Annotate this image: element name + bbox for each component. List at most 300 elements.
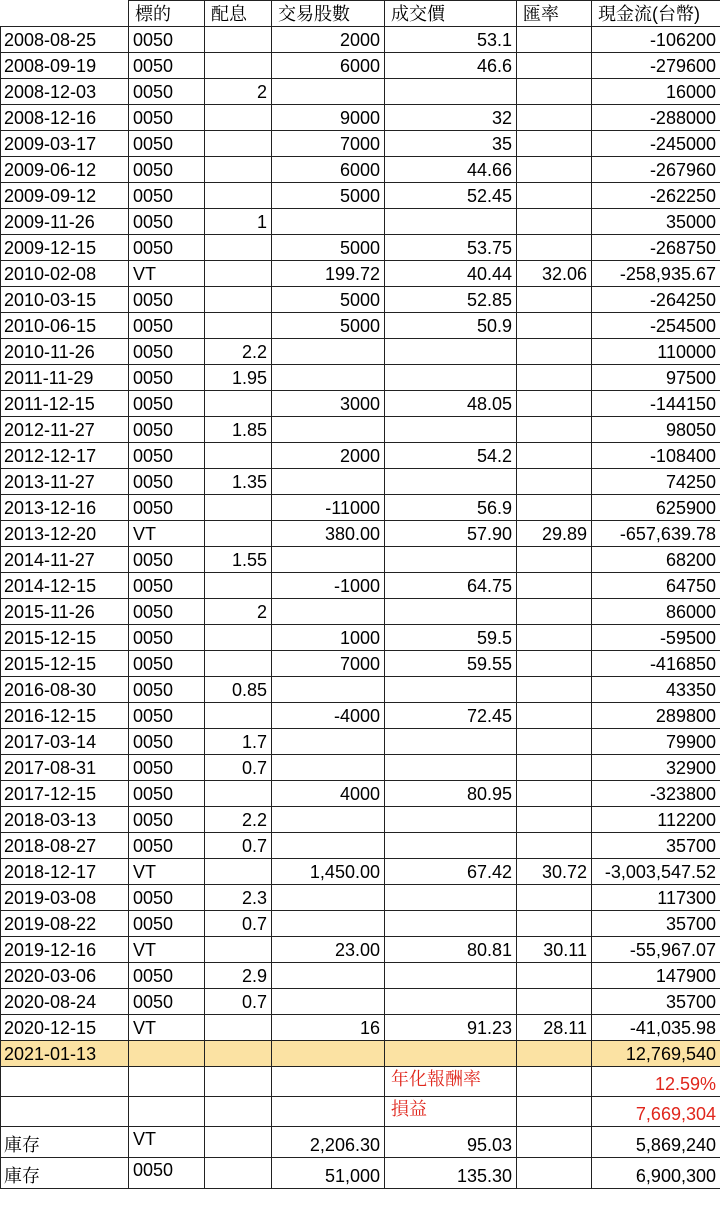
price-cell: 52.45	[385, 183, 517, 209]
price-cell	[385, 885, 517, 911]
shares-cell: 7000	[272, 651, 385, 677]
shares-cell: 5000	[272, 183, 385, 209]
date-cell: 2019-12-16	[1, 937, 129, 963]
dividend-cell	[205, 651, 272, 677]
annual-return-row	[1, 1067, 720, 1097]
price-cell: 64.75	[385, 573, 517, 599]
date-cell: 2019-03-08	[1, 885, 129, 911]
price-cell	[385, 469, 517, 495]
fx-rate-cell: 29.89	[517, 521, 592, 547]
cashflow-cell: 74250	[592, 469, 720, 495]
dividend-cell	[205, 573, 272, 599]
shares-cell: 9000	[272, 105, 385, 131]
shares-cell	[272, 365, 385, 391]
dividend-cell: 2.9	[205, 963, 272, 989]
price-cell: 48.05	[385, 391, 517, 417]
price-cell: 135.30	[385, 1158, 517, 1189]
fx-rate-cell	[517, 105, 592, 131]
symbol-cell: 0050	[129, 443, 205, 469]
cashflow-cell: 112200	[592, 807, 720, 833]
cashflow-cell: 64750	[592, 573, 720, 599]
price-cell	[385, 547, 517, 573]
symbol-cell: 0050	[129, 157, 205, 183]
dividend-cell	[205, 287, 272, 313]
fx-rate-cell	[517, 157, 592, 183]
symbol-cell: 0050	[129, 79, 205, 105]
table-row	[1, 729, 720, 755]
fx-rate-cell	[517, 989, 592, 1015]
price-cell: 80.95	[385, 781, 517, 807]
symbol-cell: 0050	[129, 495, 205, 521]
cashflow-cell: 35700	[592, 833, 720, 859]
date-cell: 2020-08-24	[1, 989, 129, 1015]
table-row	[1, 53, 720, 79]
table-row	[1, 287, 720, 313]
annual-return-value: 12.59%	[592, 1067, 720, 1097]
symbol-cell: 0050	[129, 911, 205, 937]
shares-cell: 16	[272, 1015, 385, 1041]
price-cell	[385, 755, 517, 781]
header-row	[1, 1, 720, 27]
cashflow-cell: 625900	[592, 495, 720, 521]
date-cell: 庫存	[1, 1127, 129, 1158]
dividend-cell: 2.3	[205, 885, 272, 911]
empty-cell	[272, 1067, 385, 1097]
dividend-cell	[205, 1158, 272, 1189]
table-row	[1, 313, 720, 339]
table-row	[1, 1015, 720, 1041]
fx-rate-cell	[517, 963, 592, 989]
cashflow-cell: -3,003,547.52	[592, 859, 720, 885]
price-cell	[385, 209, 517, 235]
date-cell: 2018-03-13	[1, 807, 129, 833]
table-row	[1, 755, 720, 781]
fx-rate-cell: 32.06	[517, 261, 592, 287]
shares-cell	[272, 885, 385, 911]
cashflow-cell: -267960	[592, 157, 720, 183]
date-cell: 2018-08-27	[1, 833, 129, 859]
table-row	[1, 391, 720, 417]
date-cell: 2008-12-03	[1, 79, 129, 105]
table-row	[1, 989, 720, 1015]
table-row	[1, 625, 720, 651]
shares-cell	[272, 469, 385, 495]
dividend-cell: 1	[205, 209, 272, 235]
symbol-cell: 0050	[129, 209, 205, 235]
shares-cell	[272, 963, 385, 989]
symbol-cell: 0050	[129, 573, 205, 599]
shares-cell: 380.00	[272, 521, 385, 547]
date-cell: 2015-12-15	[1, 651, 129, 677]
cashflow-cell: 117300	[592, 885, 720, 911]
cashflow-cell: 5,869,240	[592, 1127, 720, 1158]
table-row	[1, 79, 720, 105]
header-symbol: 標的	[129, 1, 205, 27]
symbol-cell: 0050	[129, 963, 205, 989]
cashflow-cell: -245000	[592, 131, 720, 157]
table-row	[1, 235, 720, 261]
dividend-cell: 2.2	[205, 807, 272, 833]
table-row	[1, 443, 720, 469]
price-cell: 52.85	[385, 287, 517, 313]
fx-rate-cell: 28.11	[517, 1015, 592, 1041]
dividend-cell: 0.7	[205, 755, 272, 781]
dividend-cell	[205, 131, 272, 157]
date-cell: 2016-12-15	[1, 703, 129, 729]
price-cell: 56.9	[385, 495, 517, 521]
fx-rate-cell	[517, 911, 592, 937]
price-cell: 44.66	[385, 157, 517, 183]
fx-rate-cell	[517, 313, 592, 339]
dividend-cell	[205, 495, 272, 521]
table-row	[1, 781, 720, 807]
date-cell: 2020-03-06	[1, 963, 129, 989]
cashflow-cell: -254500	[592, 313, 720, 339]
empty-cell	[1, 1067, 129, 1097]
fx-rate-cell	[517, 781, 592, 807]
fx-rate-cell	[517, 183, 592, 209]
table-row	[1, 885, 720, 911]
price-cell: 53.1	[385, 27, 517, 53]
cashflow-cell: -268750	[592, 235, 720, 261]
shares-cell	[272, 209, 385, 235]
symbol-cell: 0050	[129, 131, 205, 157]
cashflow-cell: 147900	[592, 963, 720, 989]
table-row	[1, 417, 720, 443]
shares-cell: 4000	[272, 781, 385, 807]
shares-cell: 199.72	[272, 261, 385, 287]
cashflow-cell: -55,967.07	[592, 937, 720, 963]
dividend-cell: 0.7	[205, 989, 272, 1015]
dividend-cell: 2.2	[205, 339, 272, 365]
shares-cell	[272, 989, 385, 1015]
shares-cell: 3000	[272, 391, 385, 417]
fx-rate-cell: 30.11	[517, 937, 592, 963]
date-cell: 2011-11-29	[1, 365, 129, 391]
cashflow-cell: -258,935.67	[592, 261, 720, 287]
cashflow-cell: 35700	[592, 989, 720, 1015]
cashflow-cell: 35000	[592, 209, 720, 235]
price-cell	[385, 79, 517, 105]
price-cell: 72.45	[385, 703, 517, 729]
cashflow-cell: -279600	[592, 53, 720, 79]
cashflow-cell: -41,035.98	[592, 1015, 720, 1041]
price-cell: 59.5	[385, 625, 517, 651]
date-cell: 2009-11-26	[1, 209, 129, 235]
fx-rate-cell	[517, 677, 592, 703]
price-cell	[385, 833, 517, 859]
price-cell: 40.44	[385, 261, 517, 287]
fx-rate-cell	[517, 1127, 592, 1158]
shares-cell: 5000	[272, 287, 385, 313]
shares-cell	[272, 911, 385, 937]
fx-rate-cell	[517, 833, 592, 859]
date-cell: 2018-12-17	[1, 859, 129, 885]
price-cell: 50.9	[385, 313, 517, 339]
header-fx-rate: 匯率	[517, 1, 592, 27]
cashflow-cell: -323800	[592, 781, 720, 807]
price-cell	[385, 677, 517, 703]
dividend-cell: 0.7	[205, 911, 272, 937]
final-valuation-row	[1, 1041, 720, 1067]
dividend-cell	[205, 53, 272, 79]
shares-cell	[272, 417, 385, 443]
date-cell: 2017-03-14	[1, 729, 129, 755]
table-row	[1, 547, 720, 573]
symbol-cell: VT	[129, 261, 205, 287]
date-cell: 2019-08-22	[1, 911, 129, 937]
shares-cell: 6000	[272, 53, 385, 79]
table-row	[1, 807, 720, 833]
dividend-cell: 2	[205, 599, 272, 625]
symbol-cell: VT	[129, 1015, 205, 1041]
cashflow-cell: -106200	[592, 27, 720, 53]
cashflow-cell: 32900	[592, 755, 720, 781]
fx-rate-cell	[517, 807, 592, 833]
dividend-cell	[205, 1127, 272, 1158]
symbol-cell: VT	[129, 859, 205, 885]
date-cell: 2016-08-30	[1, 677, 129, 703]
header-price: 成交價	[385, 1, 517, 27]
symbol-cell: 0050	[129, 885, 205, 911]
price-cell	[385, 807, 517, 833]
cashflow-cell: -657,639.78	[592, 521, 720, 547]
symbol-cell: 0050	[129, 547, 205, 573]
date-cell: 2014-12-15	[1, 573, 129, 599]
shares-cell: -11000	[272, 495, 385, 521]
symbol-cell: 0050	[129, 105, 205, 131]
fx-rate-cell	[517, 235, 592, 261]
dividend-cell: 1.85	[205, 417, 272, 443]
fx-rate-cell	[517, 625, 592, 651]
fx-rate-cell	[517, 1041, 592, 1067]
fx-rate-cell	[517, 885, 592, 911]
date-cell: 2009-06-12	[1, 157, 129, 183]
shares-cell: -1000	[272, 573, 385, 599]
symbol-cell: 0050	[129, 833, 205, 859]
date-cell: 2008-09-19	[1, 53, 129, 79]
shares-cell: 5000	[272, 235, 385, 261]
table-row	[1, 339, 720, 365]
dividend-cell: 1.35	[205, 469, 272, 495]
fx-rate-cell	[517, 443, 592, 469]
cashflow-cell: -416850	[592, 651, 720, 677]
fx-rate-cell	[517, 79, 592, 105]
shares-cell: 1000	[272, 625, 385, 651]
cashflow-cell: -288000	[592, 105, 720, 131]
date-cell: 2010-06-15	[1, 313, 129, 339]
date-cell: 2013-11-27	[1, 469, 129, 495]
dividend-cell	[205, 105, 272, 131]
price-cell	[385, 417, 517, 443]
cashflow-cell: 43350	[592, 677, 720, 703]
cashflow-cell: -262250	[592, 183, 720, 209]
shares-cell: 51,000	[272, 1158, 385, 1189]
symbol-cell: 0050	[129, 391, 205, 417]
fx-rate-cell	[517, 1158, 592, 1189]
fx-rate-cell	[517, 469, 592, 495]
cashflow-cell: 16000	[592, 79, 720, 105]
dividend-cell	[205, 703, 272, 729]
date-cell: 2014-11-27	[1, 547, 129, 573]
shares-cell	[272, 755, 385, 781]
price-cell	[385, 365, 517, 391]
table-row	[1, 833, 720, 859]
table-row	[1, 703, 720, 729]
shares-cell	[272, 677, 385, 703]
symbol-cell: VT	[129, 521, 205, 547]
symbol-cell: 0050	[129, 781, 205, 807]
symbol-cell: 0050	[129, 729, 205, 755]
inventory-row	[1, 1127, 720, 1158]
symbol-cell: 0050	[129, 1158, 205, 1189]
price-cell: 95.03	[385, 1127, 517, 1158]
fx-rate-cell	[517, 417, 592, 443]
table-row	[1, 599, 720, 625]
price-cell	[385, 963, 517, 989]
date-cell: 2015-12-15	[1, 625, 129, 651]
dividend-cell	[205, 27, 272, 53]
cashflow-cell: -59500	[592, 625, 720, 651]
symbol-cell: 0050	[129, 677, 205, 703]
dividend-cell: 0.85	[205, 677, 272, 703]
date-cell: 2008-12-16	[1, 105, 129, 131]
symbol-cell: 0050	[129, 183, 205, 209]
shares-cell	[272, 1041, 385, 1067]
cashflow-cell: 12,769,540	[592, 1041, 720, 1067]
dividend-cell	[205, 157, 272, 183]
fx-rate-cell	[517, 209, 592, 235]
dividend-cell	[205, 313, 272, 339]
dividend-cell: 1.55	[205, 547, 272, 573]
empty-cell	[517, 1097, 592, 1127]
cashflow-cell: 79900	[592, 729, 720, 755]
table-row	[1, 469, 720, 495]
fx-rate-cell	[517, 131, 592, 157]
dividend-cell	[205, 235, 272, 261]
date-cell: 2013-12-16	[1, 495, 129, 521]
date-cell: 2015-11-26	[1, 599, 129, 625]
dividend-cell	[205, 625, 272, 651]
symbol-cell: 0050	[129, 417, 205, 443]
date-cell: 2010-02-08	[1, 261, 129, 287]
date-cell: 2009-09-12	[1, 183, 129, 209]
empty-cell	[1, 1097, 129, 1127]
fx-rate-cell	[517, 599, 592, 625]
header-shares: 交易股數	[272, 1, 385, 27]
price-cell: 91.23	[385, 1015, 517, 1041]
table-row	[1, 651, 720, 677]
price-cell	[385, 599, 517, 625]
symbol-cell: 0050	[129, 365, 205, 391]
date-cell: 2017-08-31	[1, 755, 129, 781]
symbol-cell: 0050	[129, 755, 205, 781]
dividend-cell	[205, 781, 272, 807]
date-cell: 2017-12-15	[1, 781, 129, 807]
inventory-row	[1, 1158, 720, 1189]
price-cell	[385, 911, 517, 937]
symbol-cell	[129, 1041, 205, 1067]
symbol-cell: VT	[129, 937, 205, 963]
fx-rate-cell	[517, 547, 592, 573]
dividend-cell	[205, 937, 272, 963]
table-row	[1, 859, 720, 885]
cashflow-cell: 35700	[592, 911, 720, 937]
shares-cell: 23.00	[272, 937, 385, 963]
symbol-cell: 0050	[129, 703, 205, 729]
cashflow-cell: 86000	[592, 599, 720, 625]
shares-cell	[272, 833, 385, 859]
dividend-cell: 1.95	[205, 365, 272, 391]
symbol-cell: 0050	[129, 651, 205, 677]
date-cell: 2010-03-15	[1, 287, 129, 313]
symbol-cell: 0050	[129, 625, 205, 651]
cashflow-cell: 289800	[592, 703, 720, 729]
table-row	[1, 261, 720, 287]
shares-cell: 6000	[272, 157, 385, 183]
empty-cell	[517, 1067, 592, 1097]
profit-row	[1, 1097, 720, 1127]
shares-cell	[272, 599, 385, 625]
symbol-cell: 0050	[129, 53, 205, 79]
fx-rate-cell	[517, 755, 592, 781]
dividend-cell	[205, 391, 272, 417]
shares-cell: 1,450.00	[272, 859, 385, 885]
empty-cell	[129, 1097, 205, 1127]
table-row	[1, 573, 720, 599]
dividend-cell	[205, 183, 272, 209]
price-cell: 46.6	[385, 53, 517, 79]
empty-cell	[205, 1067, 272, 1097]
shares-cell	[272, 79, 385, 105]
shares-cell: 2000	[272, 27, 385, 53]
annual-return-label: 年化報酬率	[385, 1067, 517, 1097]
symbol-cell: 0050	[129, 989, 205, 1015]
shares-cell: 7000	[272, 131, 385, 157]
date-cell: 2011-12-15	[1, 391, 129, 417]
price-cell: 59.55	[385, 651, 517, 677]
table-row	[1, 157, 720, 183]
price-cell: 35	[385, 131, 517, 157]
table-row	[1, 963, 720, 989]
table-row	[1, 27, 720, 53]
date-cell: 2012-11-27	[1, 417, 129, 443]
empty-cell	[272, 1097, 385, 1127]
symbol-cell: 0050	[129, 313, 205, 339]
table-row	[1, 209, 720, 235]
shares-cell: -4000	[272, 703, 385, 729]
date-cell: 2013-12-20	[1, 521, 129, 547]
fx-rate-cell	[517, 365, 592, 391]
price-cell	[385, 989, 517, 1015]
date-cell: 2012-12-17	[1, 443, 129, 469]
symbol-cell: 0050	[129, 27, 205, 53]
price-cell: 54.2	[385, 443, 517, 469]
table-row	[1, 937, 720, 963]
symbol-cell: 0050	[129, 235, 205, 261]
blank-header	[1, 1, 129, 27]
symbol-cell: 0050	[129, 807, 205, 833]
symbol-cell: VT	[129, 1127, 205, 1158]
symbol-cell: 0050	[129, 599, 205, 625]
dividend-cell: 0.7	[205, 833, 272, 859]
table-row	[1, 495, 720, 521]
table-row	[1, 365, 720, 391]
header-cashflow: 現金流(台幣)	[592, 1, 720, 27]
table-row	[1, 131, 720, 157]
cashflow-cell: 97500	[592, 365, 720, 391]
date-cell: 庫存	[1, 1158, 129, 1189]
